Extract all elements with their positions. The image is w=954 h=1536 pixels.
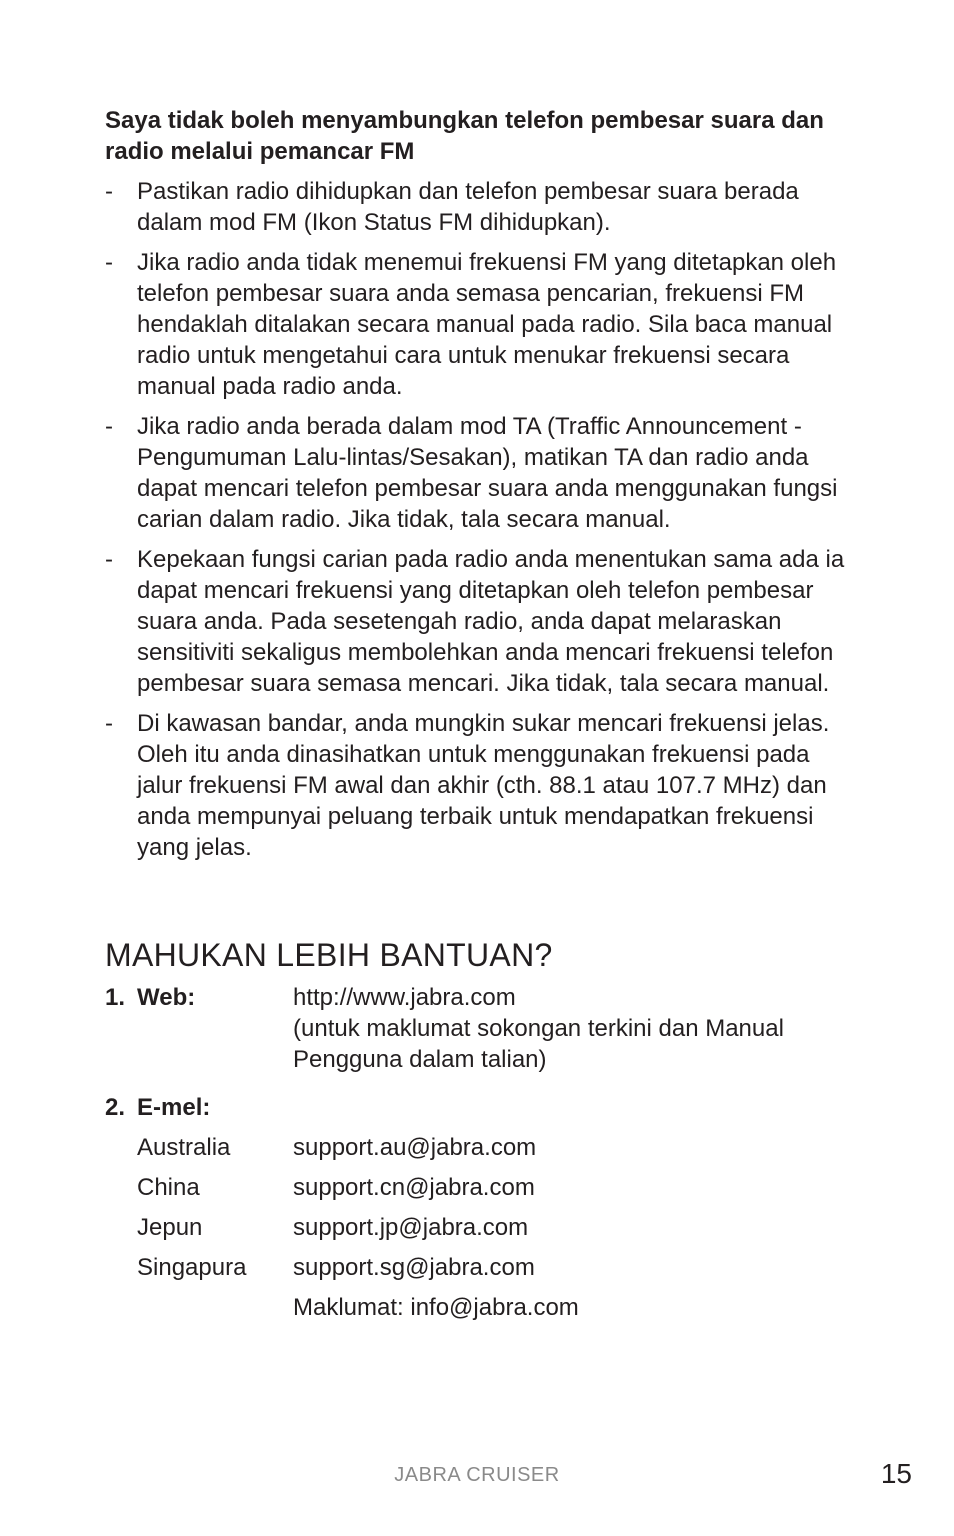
- bullet-marker: -: [105, 710, 113, 737]
- footer-brand: JABRA CRUISER: [394, 1464, 560, 1486]
- web-contact: [105, 982, 850, 1075]
- list-item: [105, 247, 850, 402]
- email-address-link[interactable]: Maklumat: info@jabra.com: [293, 1294, 579, 1321]
- country-name: China: [137, 1174, 200, 1201]
- bullet-marker: -: [105, 178, 113, 205]
- web-details: [293, 982, 784, 1075]
- list-item: [105, 411, 850, 535]
- list-item-text: Jika radio anda tidak menemui frekuensi FM yang ditetapkan oleh telefon pembesar suara anda semasa pencarian, frekuensi FM hendaklah ditalakan secara manual pada radio. Sila baca manual radio untuk mengetahui cara untuk menukar frekuensi secara manual pada radio anda.: [137, 249, 837, 400]
- country-name: Singapura: [137, 1254, 247, 1281]
- list-item: [105, 708, 850, 863]
- item-number: 2.: [105, 1094, 126, 1121]
- troubleshooting-list: [105, 176, 850, 872]
- email-row: [105, 1172, 850, 1203]
- bullet-marker: -: [105, 546, 113, 573]
- bullet-marker: -: [105, 413, 113, 440]
- item-number: 1.: [105, 984, 126, 1011]
- help-contacts: [105, 982, 850, 1323]
- list-item: [105, 176, 850, 238]
- list-item-text: Kepekaan fungsi carian pada radio anda menentukan sama ada ia dapat mencari frekuensi yang ditetapkan oleh telefon pembesar suara anda. Pada sesetengah radio, anda dapat melaraskan sensitiviti sekaligus membolehkan anda mencari frekuensi telefon pembesar suara semasa mencari. Jika tidak, tala secara manual.: [137, 546, 845, 697]
- page-number: 15: [880, 1458, 912, 1489]
- email-row: [105, 1212, 850, 1243]
- email-label: E-mel:: [137, 1094, 211, 1121]
- list-item-text: Pastikan radio dihidupkan dan telefon pembesar suara berada dalam mod FM (Ikon Status FM dihidupkan).: [137, 178, 799, 236]
- list-item-text: Di kawasan bandar, anda mungkin sukar mencari frekuensi jelas. Oleh itu anda dinasihatkan untuk menggunakan frekuensi pada jalur frekuensi FM awal dan akhir (cth. 88.1 atau 107.7 MHz) dan anda mempunyai peluang terbaik untuk mendapatkan frekuensi yang jelas.: [137, 710, 830, 861]
- web-url-link[interactable]: http://www.jabra.com: [293, 984, 516, 1011]
- email-row: [105, 1292, 850, 1323]
- web-note: Pengguna dalam talian): [293, 1046, 547, 1073]
- email-contact-heading: [105, 1092, 850, 1123]
- web-label: Web:: [137, 984, 196, 1011]
- troubleshooting-heading: Saya tidak boleh menyambungkan telefon pembesar suara dan radio melalui pemancar FM: [105, 107, 824, 165]
- email-address-link[interactable]: support.sg@jabra.com: [293, 1254, 535, 1281]
- country-name: Australia: [137, 1134, 231, 1161]
- email-row: [105, 1252, 850, 1283]
- email-address-link[interactable]: support.jp@jabra.com: [293, 1214, 529, 1241]
- list-item-text: Jika radio anda berada dalam mod TA (Traffic Announcement - Pengumuman Lalu-lintas/Sesakan), matikan TA dan radio anda dapat mencari telefon pembesar suara anda menggunakan fungsi carian dalam radio. Jika tidak, tala secara manual.: [137, 413, 838, 533]
- web-note: (untuk maklumat sokongan terkini dan Manual: [293, 1015, 784, 1042]
- section-title: MAHUKAN LEBIH BANTUAN?: [105, 937, 553, 973]
- email-address-link[interactable]: support.au@jabra.com: [293, 1134, 537, 1161]
- list-item: [105, 544, 850, 699]
- email-address-link[interactable]: support.cn@jabra.com: [293, 1174, 535, 1201]
- bullet-marker: -: [105, 249, 113, 276]
- country-name: Jepun: [137, 1214, 203, 1241]
- email-row: [105, 1132, 850, 1163]
